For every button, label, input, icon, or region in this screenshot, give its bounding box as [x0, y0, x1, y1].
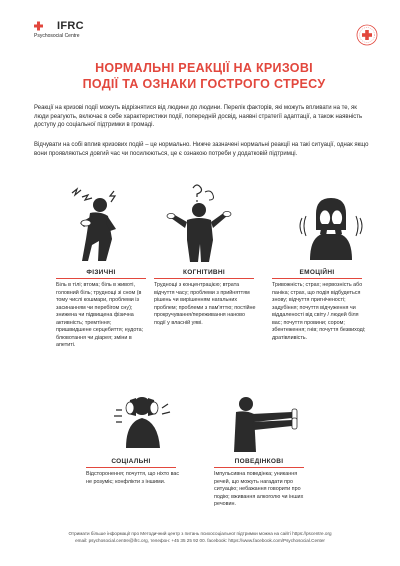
emotional-reaction-illustration	[296, 194, 366, 260]
cognitive-description: Труднощі з концентрацією; втрата відчуття часу; проблеми з прийняттям рішень чи вирішенням нагальних проблем; проблеми з пам'яттю; постійне прокручування/переживання наново події у власній уяві.	[154, 282, 256, 326]
footer-line-1[interactable]: Отримати більше інформації про Методичний центр з питань психосоціальної підтримки можна на сайті https://pscentre.org	[68, 531, 332, 536]
behavioral-divider	[214, 467, 304, 468]
intro-paragraph-2: Відчувати на собі вплив кризових подій – це нормально. Нижче зазначені нормальні реакції на такі ситуації, однак якщо вони проявляються довгий час чи посилюються, це є ознакою потреби у додатковій підтримці.	[34, 142, 369, 157]
logo-subtitle: Psychosocial Centre	[34, 33, 80, 39]
physical-divider	[56, 278, 146, 279]
emotional-heading: ЕМОЦІЙНІ	[299, 269, 335, 276]
title-line-1: НОРМАЛЬНІ РЕАКЦІЇ НА КРИЗОВІ	[95, 61, 313, 75]
footer	[0, 530, 400, 544]
behavioral-heading: ПОВЕДІНКОВІ	[234, 458, 284, 465]
header	[0, 0, 400, 56]
cognitive-divider	[154, 278, 254, 279]
red-cross-seal-icon	[356, 24, 378, 46]
red-cross-crescent-icon	[34, 21, 54, 31]
footer-line-2[interactable]: email: psychosocial.centre@ifrc.org, телефон: +45 35 25 92 00. facebook: https://www.facebook.com/Psychosocial.Center	[75, 538, 325, 543]
social-description: Відсторонення; почуття, що ніхто вас не розуміє; конфлікти з іншими.	[86, 471, 180, 485]
logo-text: IFRC	[57, 20, 84, 32]
cognitive-heading: КОГНІТИВНІ	[182, 269, 226, 276]
physical-reaction-illustration	[66, 183, 138, 261]
ifrc-logo[interactable]	[34, 20, 84, 39]
behavioral-reaction-illustration	[226, 388, 304, 452]
title-line-2: ПОДІЇ ТА ОЗНАКИ ГОСТРОГО СТРЕСУ	[82, 77, 326, 91]
emotional-divider	[272, 278, 362, 279]
social-reaction-illustration	[108, 384, 178, 448]
behavioral-description: Імпульсивна поведінка; уникання речей, що можуть нагадати про ситуацію; небажання говорити про подію; вживання алкоголю чи інших речовин.	[214, 471, 304, 507]
page-title	[34, 60, 374, 92]
physical-heading: ФІЗИЧНІ	[86, 269, 116, 276]
emotional-description: Тривожність; страх; нервозність або паніка; страх, що подія відбудеться знову; відчуття пригніченості; задубіння; почуття відчуження чи віддаленості від світу / людей біля вас; почуття провини; сором; збентеження; гнів; почуття безвиході; дратівливість.	[272, 282, 366, 341]
cognitive-reaction-illustration	[163, 180, 237, 262]
social-divider	[86, 467, 176, 468]
intro-paragraph: Реакції на кризові події можуть відрізнятися від людини до людини. Перелік факторів, які можуть впливати на те, як люди реагують, включає в себе характеристики події, попередній досвід, наявні стратегії адаптації, а також наявність доступу до соціальної підтримки в громаді.	[34, 105, 363, 129]
physical-description: Біль в тілі; втома; біль в животі, головний біль; труднощі зі сном (в тому числі кошмари, проблеми із засинанням чи перебігом сну); знижена чи підвищена фізична активність; тремтіння; пришвидшене серцебиття; нудота; блювотання чи діарея; зміни в апетиті.	[56, 282, 144, 348]
social-heading: СОЦІАЛЬНІ	[111, 458, 151, 465]
